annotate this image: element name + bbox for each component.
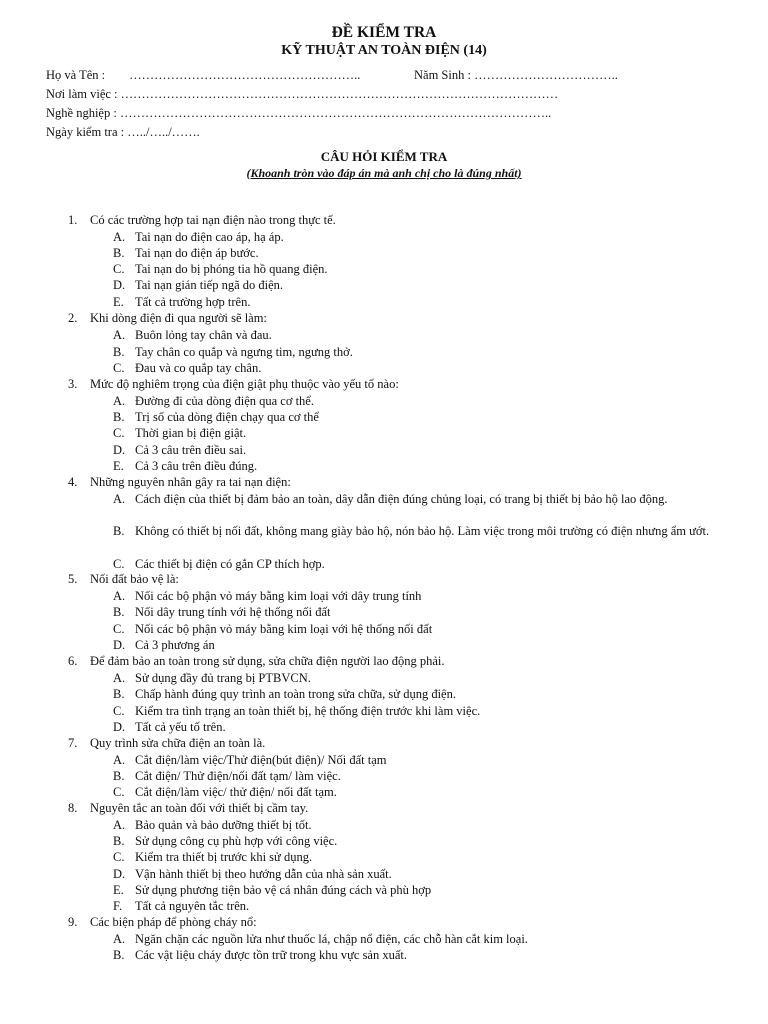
answer-option-d[interactable] <box>113 277 723 293</box>
question-6 <box>68 654 444 669</box>
birth-label: Năm Sinh : <box>414 68 471 82</box>
option-letter: D. <box>113 443 126 457</box>
question-text: Khi dòng điện đi qua người sẽ làm: <box>90 311 267 325</box>
option-letter: D. <box>113 720 126 734</box>
option-letter: C. <box>113 262 125 276</box>
option-text: Tay chân co quắp và ngưng tim, ngưng thở. <box>135 345 353 359</box>
option-text: Sử dụng phương tiện bảo vệ cá nhân đúng cách và phù hợp <box>135 883 432 897</box>
answer-option-e[interactable] <box>113 458 723 474</box>
option-letter: B. <box>113 687 125 701</box>
option-text: Đường đi của dòng điện qua cơ thể. <box>135 394 314 408</box>
answer-option-d[interactable] <box>113 866 723 882</box>
option-letter: B. <box>113 524 125 538</box>
question-number: 1. <box>68 213 78 227</box>
option-letter: D. <box>113 867 126 881</box>
option-letter: C. <box>113 361 125 375</box>
answer-option-b[interactable] <box>113 409 723 425</box>
option-text: Cắt điện/ Thử điện/nối đất tạm/ làm việc. <box>135 769 341 783</box>
answer-option-c[interactable] <box>113 703 723 719</box>
option-text: Nối các bộ phận vỏ máy bằng kim loại với dây trung tính <box>135 589 422 603</box>
answer-option-a[interactable] <box>113 931 723 947</box>
question-text: Quy trình sửa chữa điện an toàn là. <box>90 736 266 750</box>
question-number: 9. <box>68 915 78 929</box>
section-title: CÂU HỎI KIỂM TRA <box>320 149 448 164</box>
option-text: Cắt điện/làm việc/Thử điện(bút điện)/ Nối đất tạm <box>135 753 387 767</box>
option-text: Tai nạn do điện áp bước. <box>135 246 259 260</box>
answer-option-a[interactable] <box>113 752 723 768</box>
option-text: Cả 3 câu trên điều đúng. <box>135 459 258 473</box>
answer-option-e[interactable] <box>113 882 723 898</box>
option-letter: B. <box>113 769 125 783</box>
option-text: Tất cả trường hợp trên. <box>135 295 251 309</box>
question-4 <box>68 475 291 490</box>
option-text: Cắt điện/làm việc/ thử điện/ nối đất tạm. <box>135 785 337 799</box>
option-letter: A. <box>113 230 126 244</box>
option-letter: B. <box>113 345 125 359</box>
job-blank: ………………………………………………………………………………………….. <box>119 106 552 120</box>
answer-option-d[interactable] <box>113 442 723 458</box>
question-number: 5. <box>68 572 78 586</box>
question-9 <box>68 915 257 930</box>
option-text: Kiểm tra thiết bị trước khi sử dụng. <box>135 850 313 864</box>
option-text: Đau và co quắp tay chân. <box>135 361 262 375</box>
option-text: Nối dây trung tính với hệ thống nối đất <box>135 605 331 619</box>
answer-option-b[interactable] <box>113 768 723 784</box>
option-text: Tai nạn do điện cao áp, hạ áp. <box>135 230 284 244</box>
answer-option-b[interactable] <box>113 245 723 261</box>
answer-option-f[interactable] <box>113 898 723 914</box>
question-number: 4. <box>68 475 78 489</box>
answer-option-a[interactable] <box>113 491 723 507</box>
option-letter: C. <box>113 426 125 440</box>
option-letter: C. <box>113 850 125 864</box>
question-number: 8. <box>68 801 78 815</box>
answer-option-a[interactable] <box>113 670 723 686</box>
option-text: Các thiết bị điện có gắn CP thích hợp. <box>135 557 325 571</box>
workplace-blank: …………………………………………………………………………………………… <box>120 87 559 101</box>
question-text: Mức độ nghiêm trọng của điện giật phụ thuộc vào yếu tố nào: <box>90 377 399 391</box>
option-text: Ngăn chặn các nguồn lửa như thuốc lá, chập nổ điện, các chỗ hàn cắt kim loại. <box>135 932 528 946</box>
option-text: Nối các bộ phận vỏ máy bằng kim loại với hệ thống nối đất <box>135 622 433 636</box>
option-text: Buôn lỏng tay chân và đau. <box>135 328 272 342</box>
option-letter: A. <box>113 671 126 685</box>
job-field-row <box>46 106 551 121</box>
birth-field-row <box>414 68 618 83</box>
question-text: Những nguyên nhân gây ra tai nạn điện: <box>90 475 291 489</box>
question-text: Có các trường hợp tai nạn điện nào trong thực tế. <box>90 213 336 227</box>
answer-option-c[interactable] <box>113 621 723 637</box>
option-letter: A. <box>113 328 126 342</box>
answer-option-b[interactable] <box>113 344 723 360</box>
option-letter: A. <box>113 589 126 603</box>
date-field-row <box>46 125 200 140</box>
option-letter: B. <box>113 948 125 962</box>
option-letter: B. <box>113 834 125 848</box>
question-1 <box>68 213 336 228</box>
option-letter: B. <box>113 246 125 260</box>
job-label: Nghề nghiệp : <box>46 106 117 120</box>
question-8 <box>68 801 308 816</box>
document-title: ĐỀ KIỂM TRA <box>331 24 437 41</box>
option-text: Trị số của dòng điện chạy qua cơ thể <box>135 410 319 424</box>
answer-option-b[interactable] <box>113 604 723 620</box>
option-letter: B. <box>113 605 125 619</box>
answer-option-a[interactable] <box>113 393 723 409</box>
option-text: Kiểm tra tình trạng an toàn thiết bị, hệ thống điện trước khi làm việc. <box>135 704 481 718</box>
option-text: Cả 3 phương án <box>135 638 215 652</box>
option-text: Không có thiết bị nối đất, không mang giày bảo hộ, nón bảo hộ. Làm việc trong môi trường có điện nhưng ẩm ướt. <box>135 524 710 538</box>
name-label: Họ và Tên : <box>46 68 106 82</box>
question-text: Nguyên tắc an toàn đối với thiết bị cầm tay. <box>90 801 309 815</box>
option-letter: C. <box>113 557 125 571</box>
option-letter: C. <box>113 785 125 799</box>
option-letter: A. <box>113 753 126 767</box>
answer-option-c[interactable] <box>113 360 723 376</box>
option-text: Tai nạn do bị phóng tia hồ quang điện. <box>135 262 328 276</box>
answer-option-d[interactable] <box>113 719 723 735</box>
question-text: Nối đất bảo vệ là: <box>90 572 179 586</box>
name-field-row <box>46 68 360 83</box>
option-letter: E. <box>113 295 124 309</box>
answer-option-a[interactable] <box>113 588 723 604</box>
option-text: Cách điện của thiết bị đảm bảo an toàn, dây dẫn điện đúng chủng loại, có trang bị thiết bị bảo hộ lao động. <box>135 492 668 506</box>
option-text: Tất cả nguyên tắc trên. <box>135 899 250 913</box>
question-number: 3. <box>68 377 78 391</box>
question-number: 7. <box>68 736 78 750</box>
workplace-field-row <box>46 87 558 102</box>
option-letter: D. <box>113 278 126 292</box>
answer-option-c[interactable] <box>113 556 723 572</box>
date-blank: …../…../……. <box>127 125 200 139</box>
answer-option-d[interactable] <box>113 637 723 653</box>
date-label: Ngày kiểm tra : <box>46 125 125 139</box>
option-text: Bảo quản và bảo dưỡng thiết bị tốt. <box>135 818 312 832</box>
question-2 <box>68 311 267 326</box>
option-letter: A. <box>113 394 126 408</box>
option-letter: A. <box>113 818 126 832</box>
name-blank: ……………………………………………….. <box>129 68 361 82</box>
option-text: Các vật liệu cháy được tồn trữ trong khu vực sản xuất. <box>135 948 408 962</box>
question-number: 6. <box>68 654 78 668</box>
option-letter: C. <box>113 622 125 636</box>
answer-option-c[interactable] <box>113 784 723 800</box>
option-letter: C. <box>113 704 125 718</box>
option-text: Vận hành thiết bị theo hướng dẫn của nhà sản xuất. <box>135 867 392 881</box>
answer-option-b[interactable] <box>113 686 723 702</box>
option-text: Chấp hành đúng quy trình an toàn trong sửa chữa, sử dụng điện. <box>135 687 456 701</box>
option-text: Thời gian bị điện giật. <box>135 426 247 440</box>
option-letter: E. <box>113 883 124 897</box>
answer-option-a[interactable] <box>113 327 723 343</box>
section-instruction: (Khoanh tròn vào đáp án mà anh chị cho là đúng nhất) <box>246 166 522 180</box>
question-3 <box>68 377 399 392</box>
option-letter: D. <box>113 638 126 652</box>
option-letter: B. <box>113 410 125 424</box>
answer-option-b[interactable] <box>113 833 723 849</box>
answer-option-e[interactable] <box>113 294 723 310</box>
birth-blank: …………………………….. <box>474 68 618 82</box>
option-letter: E. <box>113 459 124 473</box>
workplace-label: Nơi làm việc : <box>46 87 118 101</box>
answer-option-b[interactable] <box>113 947 723 963</box>
option-letter: A. <box>113 932 126 946</box>
answer-option-c[interactable] <box>113 261 723 277</box>
answer-option-c[interactable] <box>113 849 723 865</box>
answer-option-a[interactable] <box>113 817 723 833</box>
answer-option-c[interactable] <box>113 425 723 441</box>
option-text: Tất cả yếu tố trên. <box>135 720 226 734</box>
option-text: Tai nạn gián tiếp ngã do điện. <box>135 278 284 292</box>
question-5 <box>68 572 179 587</box>
option-text: Sử dụng công cụ phù hợp với công việc. <box>135 834 338 848</box>
answer-option-b[interactable] <box>113 523 723 539</box>
question-7 <box>68 736 265 751</box>
answer-option-a[interactable] <box>113 229 723 245</box>
question-number: 2. <box>68 311 78 325</box>
question-text: Các biện pháp để phòng cháy nổ: <box>90 915 257 929</box>
option-text: Sử dụng đầy đủ trang bị PTBVCN. <box>135 671 311 685</box>
option-text: Cả 3 câu trên điều sai. <box>135 443 247 457</box>
question-text: Để đảm bảo an toàn trong sử dụng, sửa chữa điện người lao động phải. <box>90 654 445 668</box>
option-letter: F. <box>113 899 123 913</box>
document-subtitle: KỸ THUẬT AN TOÀN ĐIỆN (14) <box>281 43 487 58</box>
option-letter: A. <box>113 492 126 506</box>
